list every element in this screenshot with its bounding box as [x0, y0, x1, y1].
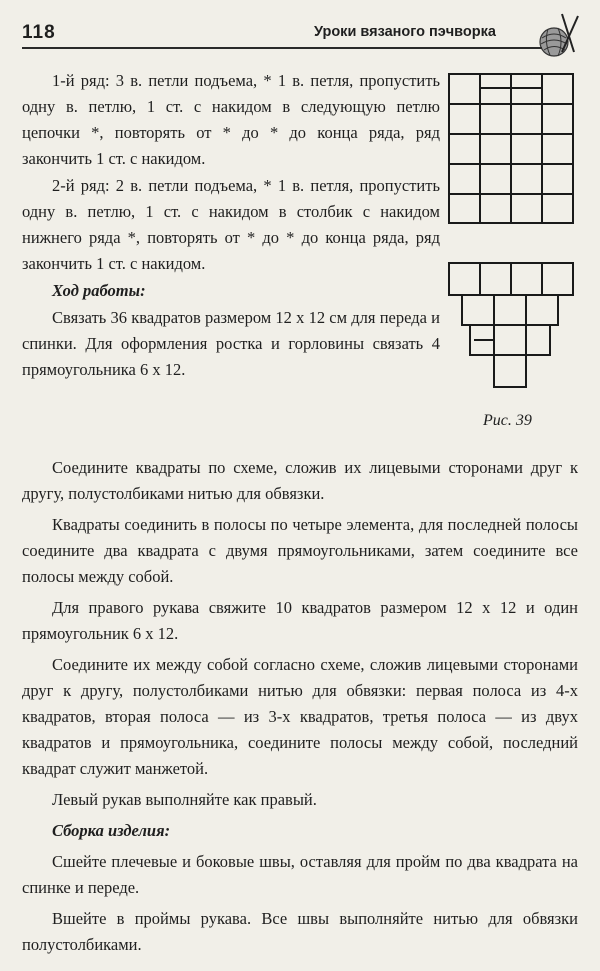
paragraph-strips: Квадраты соединить в полосы по четыре элемента, для последней полосы соедините два квадрата с двумя прямоугольниками, затем соедините все полосы между собой.: [22, 515, 578, 586]
body-panel-diagram: [449, 74, 573, 223]
yarn-ball-icon: [532, 12, 582, 60]
subheading-assembly: Сборка изделия:: [52, 821, 171, 840]
paragraph-seams: Сшейте плечевые и боковые швы, оставляя для пройм по два квадрата на спинке и переде.: [22, 852, 578, 897]
paragraph-right-sleeve: Для правого рукава свяжите 10 квадратов размером 12 х 12 и один прямоугольник 6 х 12.: [22, 598, 578, 643]
subheading-workflow: Ход работы:: [52, 281, 146, 300]
figure-caption: Рис. 39: [483, 412, 532, 429]
left-text-column: [22, 68, 440, 384]
figure-39-scheme: [440, 70, 585, 440]
page-header: [22, 18, 578, 58]
paragraph-sleeve-assembly: Соедините их между собой согласно схеме, сложив лицевыми сторонами друг к другу, полустолбиками нитью для обвязки: первая полоса из 4-х квадратов, вторая полоса — из 3-х квадратов, третья полоса — из двух квадратов и прямоугольника, соедините полосы между собой, последний квадрат служит манжетой.: [22, 655, 578, 778]
paragraph-left-sleeve: Левый рукав выполняйте как правый.: [52, 790, 317, 809]
page-number: 118: [22, 22, 56, 43]
row-1-instructions: 1-й ряд: 3 в. петли подъема, * 1 в. петля, пропустить одну в. петлю, 1 ст. с накидом в следующую петлю цепочки *, повторять от * до * до конца ряда, ряд закончить 1 ст. с накидом.: [22, 71, 440, 168]
row-2-instructions: 2-й ряд: 2 в. петли подъема, * 1 в. петля, пропустить одну в. петлю, 1 ст. с накидом в столбик с накидом нижнего ряда *, повторять от * до * до конца ряда, ряд закончить 1 ст. с накидом.: [22, 176, 440, 273]
paragraph-join-squares: Соедините квадраты по схеме, сложив их лицевыми сторонами друг к другу, полустолбиками нитью для обвязки.: [22, 458, 578, 503]
sleeve-diagram: [449, 263, 573, 387]
squares-paragraph: Связать 36 квадратов размером 12 х 12 см для переда и спинки. Для оформления ростка и горловины связать 4 прямоугольника 6 х 12.: [22, 308, 440, 379]
paragraph-sew-in-sleeves: Вшейте в проймы рукава. Все швы выполняйте нитью для обвязки полустолбиками.: [22, 909, 578, 954]
main-text-column: [22, 455, 578, 963]
running-title: Уроки вязаного пэчворка: [314, 24, 496, 40]
header-rule: [22, 47, 542, 49]
